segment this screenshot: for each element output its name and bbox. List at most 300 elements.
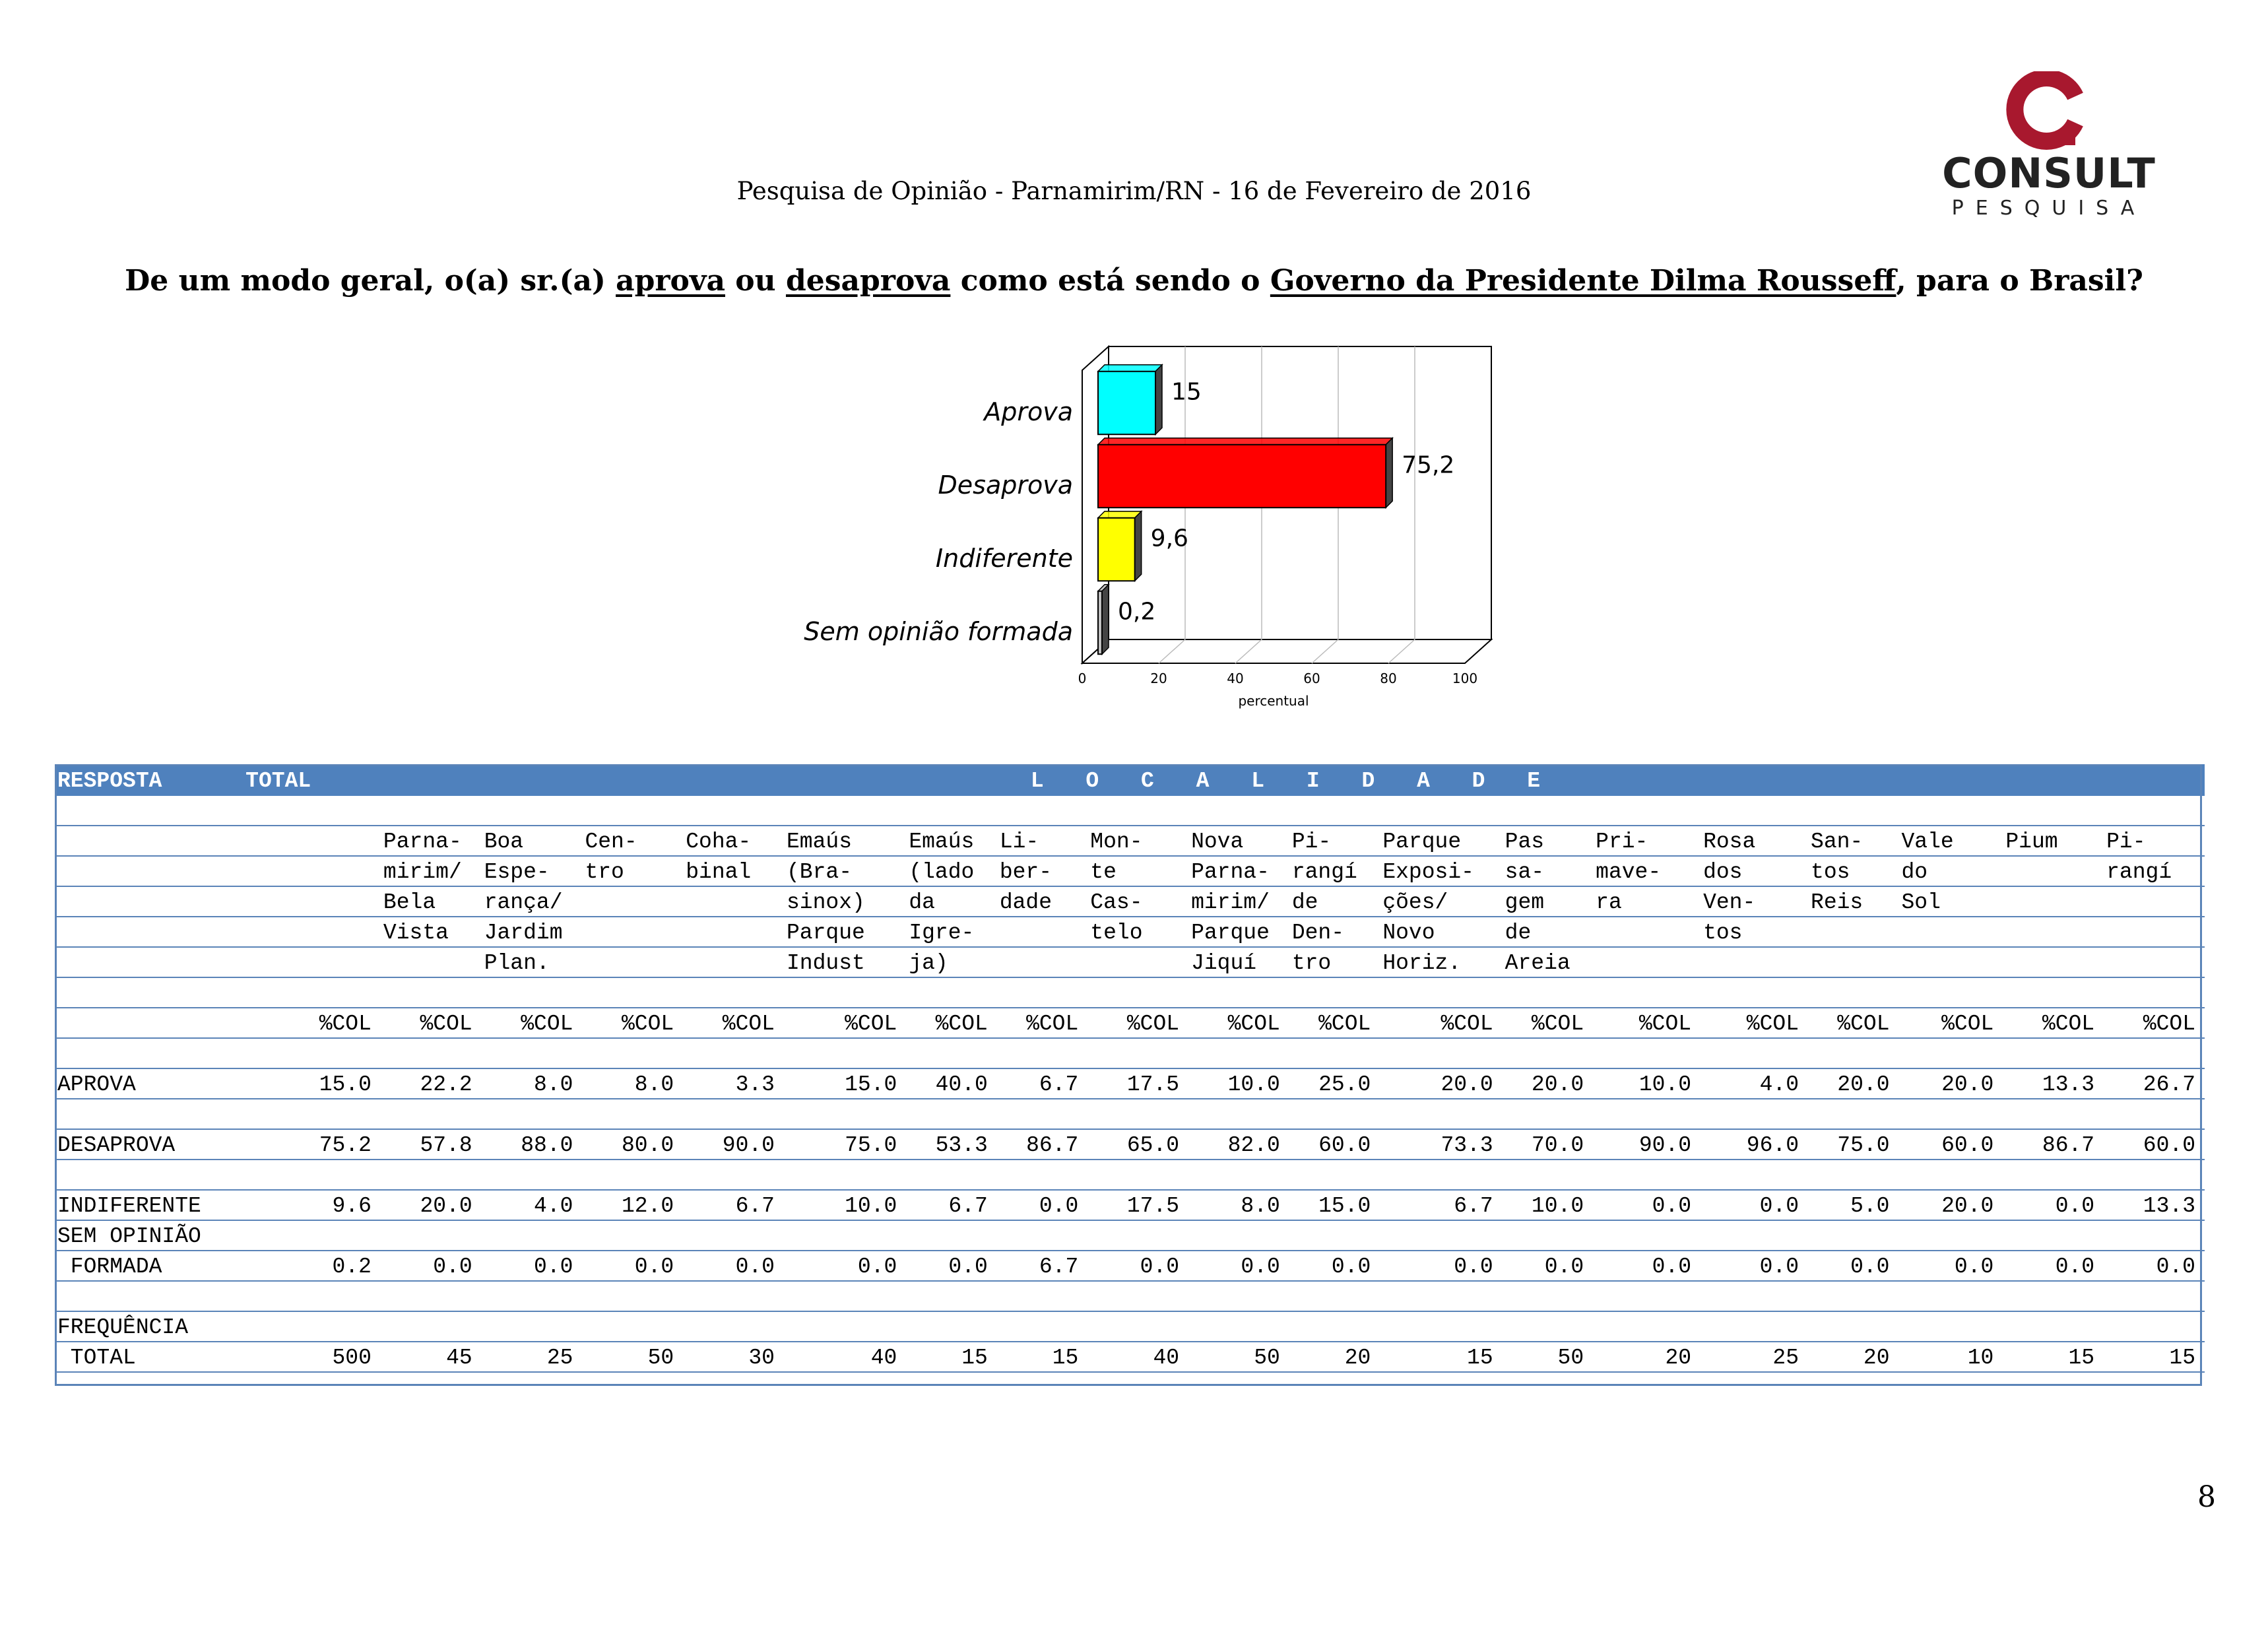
value-cell: 20.0 — [1380, 1068, 1502, 1099]
table-row — [55, 1251, 2205, 1281]
plot-floor — [1082, 639, 1491, 663]
column-header-cell: ja) — [906, 947, 996, 977]
empty-cell — [1701, 1311, 1808, 1342]
column-header-cell: Bela — [381, 886, 482, 917]
column-header-cell: rangí — [1289, 856, 1380, 886]
value-cell: 50 — [582, 1342, 683, 1372]
row-label-cell — [55, 886, 243, 917]
value-cell: 0.0 — [1188, 1251, 1289, 1281]
row-label-cell — [55, 856, 243, 886]
empty-cell — [1593, 1311, 1701, 1342]
value-cell: 0.0 — [1087, 1251, 1188, 1281]
value-cell: 20.0 — [1503, 1068, 1593, 1099]
column-header-cell: mirim/ — [381, 856, 482, 886]
empty-cell — [482, 1311, 583, 1342]
value-cell: 20 — [1289, 1342, 1380, 1372]
unit-cell: %COL — [1503, 1008, 1593, 1038]
value-cell: 0.0 — [1899, 1251, 2003, 1281]
empty-cell — [243, 1220, 381, 1251]
column-header-cell: Pas — [1503, 826, 1593, 856]
value-cell: 0.0 — [1380, 1251, 1502, 1281]
value-cell: 4.0 — [1701, 1068, 1808, 1099]
empty-cell — [1289, 1311, 1380, 1342]
empty-cell — [1503, 1220, 1593, 1251]
empty-cell — [784, 1220, 906, 1251]
value-cell: 20.0 — [1808, 1068, 1898, 1099]
column-header-cell — [2104, 886, 2205, 917]
unit-cell: %COL — [1593, 1008, 1701, 1038]
header-localidade: L O C A L I D A D E — [381, 765, 2205, 795]
bar-top — [1098, 511, 1142, 518]
table-row — [55, 1342, 2205, 1372]
column-header-cell: (lado — [906, 856, 996, 886]
row-label: TOTAL — [55, 1342, 243, 1372]
value-cell: 50 — [1188, 1342, 1289, 1372]
value-cell: 0.0 — [683, 1251, 784, 1281]
value-cell: 40.0 — [906, 1068, 996, 1099]
value-cell: 17.5 — [1087, 1190, 1188, 1220]
column-header-cell: Mon- — [1087, 826, 1188, 856]
value-cell: 10.0 — [784, 1190, 906, 1220]
value-cell: 0.0 — [381, 1251, 482, 1281]
column-header-cell: Espe- — [482, 856, 583, 886]
value-cell: 5.0 — [1808, 1190, 1898, 1220]
bar — [1098, 372, 1155, 434]
column-header-cell: sinox) — [784, 886, 906, 917]
column-header-cell: Ven- — [1701, 886, 1808, 917]
unit-cell: %COL — [784, 1008, 906, 1038]
row-label-cell — [55, 1008, 243, 1038]
category-label: Aprova — [984, 397, 1073, 427]
value-cell: 25.0 — [1289, 1068, 1380, 1099]
column-header-cell: da — [906, 886, 996, 917]
column-header-cell — [1593, 947, 1701, 977]
table-row — [55, 1008, 2205, 1038]
column-header-cell: Jardim — [482, 917, 583, 947]
value-cell: 15 — [1380, 1342, 1502, 1372]
value-cell: 26.7 — [2104, 1068, 2205, 1099]
column-header-cell: de — [1289, 886, 1380, 917]
value-cell: 45 — [381, 1342, 482, 1372]
column-header-cell: do — [1899, 856, 2003, 886]
unit-cell: %COL — [2003, 1008, 2104, 1038]
value-cell: 0.0 — [2104, 1251, 2205, 1281]
column-header-cell: Areia — [1503, 947, 1593, 977]
value-cell: 60.0 — [1899, 1129, 2003, 1160]
column-header-cell: Pium — [2003, 826, 2104, 856]
value-cell: 3.3 — [683, 1068, 784, 1099]
unit-cell: %COL — [243, 1008, 381, 1038]
consult-logo — [1940, 71, 2158, 223]
unit-cell: %COL — [997, 1008, 1087, 1038]
question-title: De um modo geral, o(a) sr.(a) aprova ou desaprova como está sendo o Governo da Presidente Dilma Rousseff, para o Brasil? — [125, 264, 2143, 298]
table-row — [55, 886, 2205, 917]
column-header-cell: telo — [1087, 917, 1188, 947]
empty-cell — [1188, 1220, 1289, 1251]
table-row — [55, 795, 2205, 826]
column-header-cell: tro — [582, 856, 683, 886]
results-table — [55, 764, 2205, 1373]
spacer-cell — [55, 795, 2205, 826]
report-header: Pesquisa de Opinião - Parnamirim/RN - 16 de Fevereiro de 2016 — [736, 177, 1532, 205]
table-row — [55, 826, 2205, 856]
value-cell: 0.0 — [1593, 1190, 1701, 1220]
logo-subtitle: PESQUISA — [1951, 197, 2147, 220]
empty-cell — [2104, 1311, 2205, 1342]
empty-cell — [997, 1220, 1087, 1251]
spacer-cell — [55, 1099, 2205, 1129]
value-cell: 0.0 — [2003, 1251, 2104, 1281]
value-cell: 0.0 — [997, 1190, 1087, 1220]
row-label: INDIFERENTE — [55, 1190, 243, 1220]
column-header-cell: Plan. — [482, 947, 583, 977]
row-label: FREQUÊNCIA — [55, 1311, 243, 1342]
x-tick-label: 80 — [1380, 671, 1397, 686]
row-label: FORMADA — [55, 1251, 243, 1281]
empty-cell — [1701, 1220, 1808, 1251]
empty-cell — [1899, 1311, 2003, 1342]
column-header-cell: Igre- — [906, 917, 996, 947]
column-header-cell: dos — [1701, 856, 1808, 886]
column-header-cell: te — [1087, 856, 1188, 886]
value-cell: 20.0 — [381, 1190, 482, 1220]
unit-cell: %COL — [1701, 1008, 1808, 1038]
empty-cell — [1289, 1220, 1380, 1251]
value-cell: 50 — [1503, 1342, 1593, 1372]
empty-cell — [2003, 1311, 2104, 1342]
total-cell — [243, 856, 381, 886]
header-total: TOTAL — [243, 765, 381, 795]
value-cell: 15 — [997, 1342, 1087, 1372]
column-header-cell: ber- — [997, 856, 1087, 886]
value-cell: 13.3 — [2003, 1068, 2104, 1099]
column-header-cell: mirim/ — [1188, 886, 1289, 917]
table-row — [55, 1038, 2205, 1068]
bar-chart — [726, 333, 1584, 742]
value-cell: 86.7 — [997, 1129, 1087, 1160]
value-cell: 0.0 — [1503, 1251, 1593, 1281]
value-cell: 17.5 — [1087, 1068, 1188, 1099]
empty-cell — [1503, 1311, 1593, 1342]
value-cell: 6.7 — [997, 1068, 1087, 1099]
empty-cell — [243, 1311, 381, 1342]
column-header-cell: Parna- — [1188, 856, 1289, 886]
column-header-cell — [381, 947, 482, 977]
value-cell: 82.0 — [1188, 1129, 1289, 1160]
column-header-cell — [2003, 856, 2104, 886]
column-header-cell: Horiz. — [1380, 947, 1502, 977]
spacer-cell — [55, 1160, 2205, 1190]
empty-cell — [1593, 1220, 1701, 1251]
column-header-cell: Cas- — [1087, 886, 1188, 917]
empty-cell — [1380, 1220, 1502, 1251]
empty-cell — [381, 1220, 482, 1251]
value-cell: 60.0 — [2104, 1129, 2205, 1160]
value-cell: 4.0 — [482, 1190, 583, 1220]
unit-cell: %COL — [381, 1008, 482, 1038]
value-cell: 0.0 — [582, 1251, 683, 1281]
column-header-cell: (Bra- — [784, 856, 906, 886]
empty-cell — [1380, 1311, 1502, 1342]
value-cell: 75.0 — [784, 1129, 906, 1160]
bar-top — [1098, 438, 1392, 445]
empty-cell — [482, 1220, 583, 1251]
column-header-cell — [2003, 947, 2104, 977]
x-tick-label: 20 — [1150, 671, 1167, 686]
logo-mark-icon — [1940, 71, 2158, 150]
total-cell — [243, 886, 381, 917]
value-cell: 8.0 — [482, 1068, 583, 1099]
bar-side — [1102, 585, 1109, 654]
column-header-cell: ções/ — [1380, 886, 1502, 917]
value-cell: 80.0 — [582, 1129, 683, 1160]
table-row — [55, 1311, 2205, 1342]
column-header-cell — [2104, 947, 2205, 977]
column-header-cell: Cen- — [582, 826, 683, 856]
unit-cell: %COL — [2104, 1008, 2205, 1038]
column-header-cell: Parna- — [381, 826, 482, 856]
column-header-cell: Parque — [1380, 826, 1502, 856]
row-label: SEM OPINIÃO — [55, 1220, 243, 1251]
column-header-cell — [1899, 947, 2003, 977]
value-cell: 13.3 — [2104, 1190, 2205, 1220]
spacer-cell — [55, 977, 2205, 1008]
value-cell: 22.2 — [381, 1068, 482, 1099]
column-header-cell: Den- — [1289, 917, 1380, 947]
bar-side — [1155, 365, 1162, 434]
value-cell: 53.3 — [906, 1129, 996, 1160]
x-axis-label: percentual — [1238, 693, 1309, 709]
empty-cell — [906, 1311, 996, 1342]
column-header-cell: Jiquí — [1188, 947, 1289, 977]
value-cell: 90.0 — [1593, 1129, 1701, 1160]
value-cell: 10 — [1899, 1342, 2003, 1372]
spacer-cell — [55, 1281, 2205, 1311]
table-row — [55, 1281, 2205, 1311]
value-cell: 40 — [784, 1342, 906, 1372]
empty-cell — [906, 1220, 996, 1251]
value-cell: 20 — [1593, 1342, 1701, 1372]
category-label: Indiferente — [935, 544, 1073, 573]
column-header-cell: gem — [1503, 886, 1593, 917]
empty-cell — [1087, 1311, 1188, 1342]
empty-cell — [381, 1311, 482, 1342]
value-cell: 6.7 — [683, 1190, 784, 1220]
category-label: Desaprova — [938, 471, 1073, 500]
value-cell: 75.0 — [1808, 1129, 1898, 1160]
empty-cell — [683, 1220, 784, 1251]
bar-top — [1098, 365, 1162, 372]
value-cell: 0.0 — [1808, 1251, 1898, 1281]
table-row — [55, 947, 2205, 977]
unit-cell: %COL — [1899, 1008, 2003, 1038]
value-cell: 65.0 — [1087, 1129, 1188, 1160]
column-header-cell — [683, 947, 784, 977]
column-header-cell — [2003, 886, 2104, 917]
total-cell — [243, 826, 381, 856]
value-cell: 0.0 — [1593, 1251, 1701, 1281]
value-cell: 40 — [1087, 1342, 1188, 1372]
column-header-cell: tro — [1289, 947, 1380, 977]
column-header-cell: dade — [997, 886, 1087, 917]
value-cell: 86.7 — [2003, 1129, 2104, 1160]
table-row — [55, 1160, 2205, 1190]
column-header-cell — [997, 917, 1087, 947]
column-header-cell — [2104, 917, 2205, 947]
column-header-cell: Coha- — [683, 826, 784, 856]
value-cell: 0.0 — [2003, 1190, 2104, 1220]
bar-value-label: 15 — [1171, 378, 1202, 406]
total-value: 15.0 — [243, 1068, 381, 1099]
unit-cell: %COL — [482, 1008, 583, 1038]
column-header-cell: Parque — [1188, 917, 1289, 947]
value-cell: 15.0 — [1289, 1190, 1380, 1220]
row-label-cell — [55, 917, 243, 947]
empty-cell — [1808, 1220, 1898, 1251]
table-row — [55, 977, 2205, 1008]
unit-cell: %COL — [582, 1008, 683, 1038]
column-header-cell: Emaús — [784, 826, 906, 856]
column-header-cell — [1808, 947, 1898, 977]
column-header-cell: Pi- — [1289, 826, 1380, 856]
value-cell: 0.0 — [1289, 1251, 1380, 1281]
bar-side — [1135, 511, 1142, 581]
header-resposta: RESPOSTA — [55, 765, 243, 795]
empty-cell — [1188, 1311, 1289, 1342]
value-cell: 0.0 — [784, 1251, 906, 1281]
empty-cell — [997, 1311, 1087, 1342]
column-header-cell — [582, 886, 683, 917]
value-cell: 6.7 — [1380, 1190, 1502, 1220]
column-header-cell: Reis — [1808, 886, 1898, 917]
value-cell: 6.7 — [906, 1190, 996, 1220]
column-header-cell: mave- — [1593, 856, 1701, 886]
unit-cell: %COL — [1188, 1008, 1289, 1038]
column-header-cell — [1899, 917, 2003, 947]
bar-side — [1386, 438, 1392, 507]
value-cell: 70.0 — [1503, 1129, 1593, 1160]
unit-cell: %COL — [1289, 1008, 1380, 1038]
unit-cell: %COL — [906, 1008, 996, 1038]
x-tick-label: 60 — [1303, 671, 1320, 686]
column-header-cell: Parque — [784, 917, 906, 947]
value-cell: 30 — [683, 1342, 784, 1372]
empty-cell — [2003, 1220, 2104, 1251]
column-header-cell: rangí — [2104, 856, 2205, 886]
unit-cell: %COL — [1808, 1008, 1898, 1038]
column-header-cell: ra — [1593, 886, 1701, 917]
value-cell: 0.0 — [906, 1251, 996, 1281]
row-label-cell — [55, 947, 243, 977]
value-cell: 8.0 — [1188, 1190, 1289, 1220]
column-header-cell: Rosa — [1701, 826, 1808, 856]
table-row — [55, 856, 2205, 886]
value-cell: 57.8 — [381, 1129, 482, 1160]
value-cell: 10.0 — [1503, 1190, 1593, 1220]
value-cell: 8.0 — [582, 1068, 683, 1099]
column-header-cell — [2003, 917, 2104, 947]
column-header-cell: de — [1503, 917, 1593, 947]
column-header-cell: Novo — [1380, 917, 1502, 947]
table-row — [55, 765, 2205, 795]
column-header-cell — [582, 917, 683, 947]
empty-cell — [784, 1311, 906, 1342]
x-tick-label: 0 — [1078, 671, 1087, 686]
value-cell: 25 — [482, 1342, 583, 1372]
value-cell: 20.0 — [1899, 1068, 2003, 1099]
column-header-cell — [1087, 947, 1188, 977]
value-cell: 6.7 — [997, 1251, 1087, 1281]
value-cell: 15 — [2104, 1342, 2205, 1372]
bar — [1098, 591, 1102, 654]
bar — [1098, 518, 1135, 581]
column-header-cell: Exposi- — [1380, 856, 1502, 886]
value-cell: 60.0 — [1289, 1129, 1380, 1160]
column-header-cell: Boa — [482, 826, 583, 856]
total-cell — [243, 917, 381, 947]
column-header-cell — [582, 947, 683, 977]
row-label: DESAPROVA — [55, 1129, 243, 1160]
bar-value-label: 9,6 — [1150, 525, 1188, 552]
column-header-cell: Indust — [784, 947, 906, 977]
column-header-cell: tos — [1701, 917, 1808, 947]
value-cell: 10.0 — [1593, 1068, 1701, 1099]
column-header-cell: Vale — [1899, 826, 2003, 856]
column-header-cell: San- — [1808, 826, 1898, 856]
value-cell: 0.0 — [1701, 1251, 1808, 1281]
value-cell: 96.0 — [1701, 1129, 1808, 1160]
value-cell: 15 — [2003, 1342, 2104, 1372]
column-header-cell: Pri- — [1593, 826, 1701, 856]
column-header-cell: rança/ — [482, 886, 583, 917]
x-tick-label: 100 — [1452, 671, 1478, 686]
x-tick-label: 40 — [1227, 671, 1244, 686]
unit-cell: %COL — [1380, 1008, 1502, 1038]
bar-value-label: 75,2 — [1402, 451, 1455, 479]
column-header-cell: Sol — [1899, 886, 2003, 917]
column-header-cell — [1808, 917, 1898, 947]
value-cell: 10.0 — [1188, 1068, 1289, 1099]
table-row — [55, 1220, 2205, 1251]
value-cell: 25 — [1701, 1342, 1808, 1372]
value-cell: 12.0 — [582, 1190, 683, 1220]
row-label: APROVA — [55, 1068, 243, 1099]
category-label: Sem opinião formada — [804, 617, 1073, 647]
page-number: 8 — [2197, 1480, 2216, 1514]
column-header-cell: sa- — [1503, 856, 1593, 886]
column-header-cell: Li- — [997, 826, 1087, 856]
column-header-cell: Vista — [381, 917, 482, 947]
column-header-cell: Nova — [1188, 826, 1289, 856]
value-cell: 15 — [906, 1342, 996, 1372]
column-header-cell: binal — [683, 856, 784, 886]
table-row — [55, 1190, 2205, 1220]
column-header-cell — [683, 917, 784, 947]
column-header-cell: Pi- — [2104, 826, 2205, 856]
column-header-cell: Emaús — [906, 826, 996, 856]
empty-cell — [1808, 1311, 1898, 1342]
value-cell: 88.0 — [482, 1129, 583, 1160]
column-header-cell — [1701, 947, 1808, 977]
column-header-cell: tos — [1808, 856, 1898, 886]
value-cell: 0.0 — [482, 1251, 583, 1281]
bar — [1098, 445, 1386, 507]
unit-cell: %COL — [683, 1008, 784, 1038]
unit-cell: %COL — [1087, 1008, 1188, 1038]
table-row — [55, 1099, 2205, 1129]
row-label-cell — [55, 826, 243, 856]
table-row — [55, 1068, 2205, 1099]
